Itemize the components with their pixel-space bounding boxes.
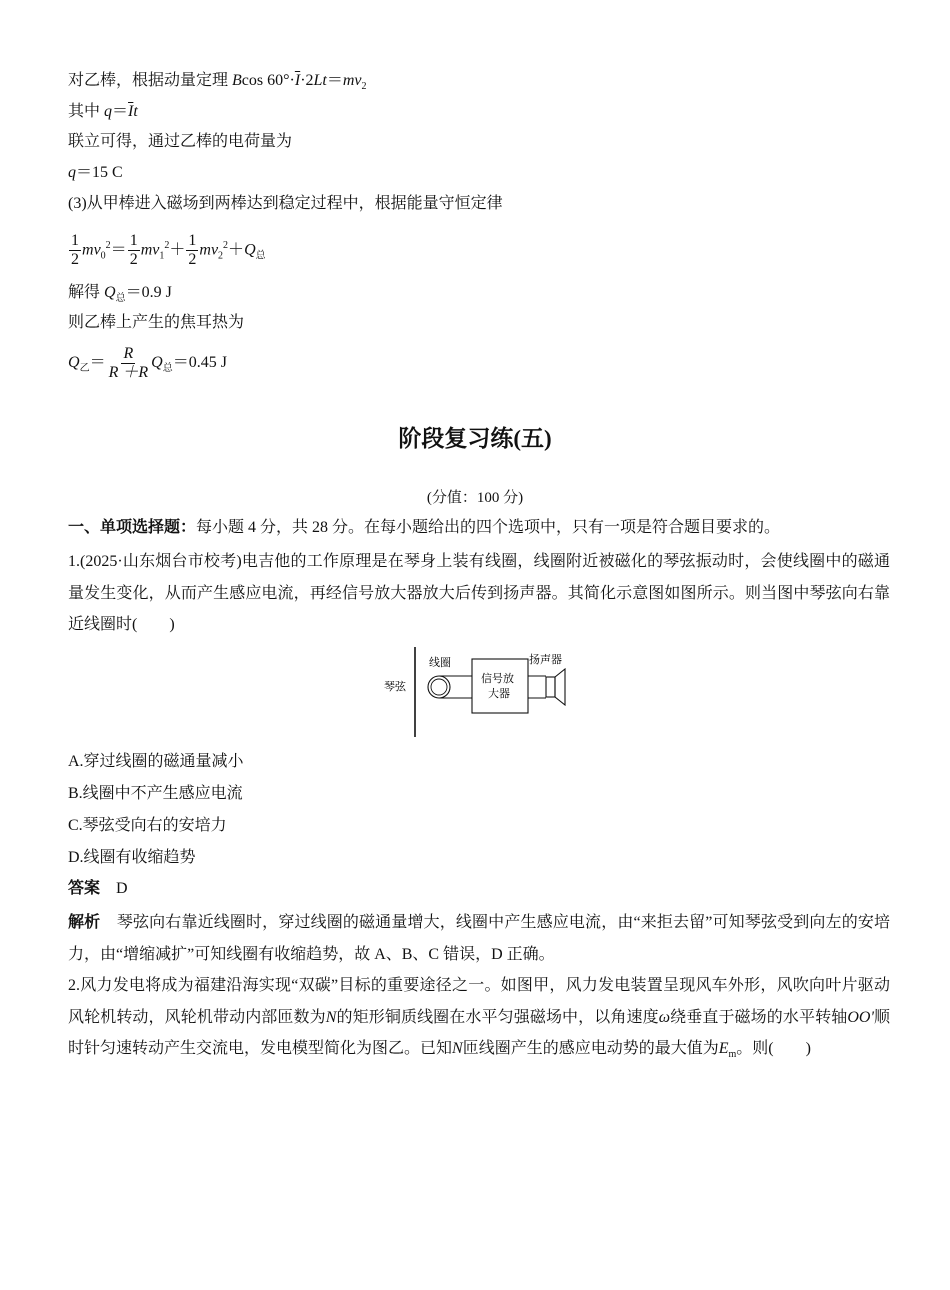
symbol-Q: Q [151,354,163,371]
part-description: 每小题 4 分，共 28 分。在每小题给出的四个选项中，只有一项是符合题目要求的。 [196,519,781,536]
symbol-t: t [133,103,138,120]
symbol-Lt: Lt [313,72,327,89]
text-span: 顺时针匀速转动产生交流电，发电模型简化为图乙。已知 [68,1008,890,1057]
part-label: 一、单项选择题： [68,519,197,536]
symbol-N: N [325,1008,337,1026]
fraction-half: $\frac{1}{2}$ [188,232,197,269]
total-heat-result [68,282,172,310]
question-1-stem: 1.(2025·山东烟台市校考)电吉他的工作原理是在琴身上装有线圈，线圈附近被磁化的琴弦振动时，会使线圈中的磁通量发生变化，从而产生感应电流，再经信号放大器放大后传到扬声器。其简化示意图如图所示。则当图中琴弦向右靠近线圈时( ) [68,553,890,633]
symbol-I-bar: $\overline{I}$ [294,72,301,89]
superscript: 2 [105,240,111,251]
symbol-mv: mv [342,72,362,89]
text-span: cos 60°· [241,72,295,89]
symbol-q: q [68,164,76,181]
text-span: ＝ [112,103,129,120]
answer-line [68,878,128,900]
label-coil: 线圈 [429,657,451,669]
subscript: 乙 [79,363,90,375]
text-span: 的矩形铜质线圈在水平匀强磁场中，以角速度 [336,1008,659,1026]
text-span: 2.风力发电将成为福建沿海实现“双碳”目标的重要途径之一。如图甲，风力发电装置呈现风车外形，风吹向叶片驱动风轮机转动，风轮机带动内部匝数为 [68,977,890,1026]
text-span: 其中 [68,103,105,120]
score-note: (分值：100 分) [426,490,524,506]
superscript: 2 [164,240,170,251]
plus-sign: ＋ [169,241,186,259]
subscript: 0 [100,250,106,262]
combine-line: 联立可得，通过乙棒的电荷量为 [68,133,293,150]
label-amplifier-2: 大器 [488,688,510,700]
symbol-Q: Q [244,241,256,259]
joule-heat-intro: 则乙棒上产生的焦耳热为 [68,314,245,331]
symbol-v: v [210,241,219,259]
text-span: 解得 [68,284,105,301]
equals-sign: ＝ [89,354,106,371]
charge-result-line [68,162,123,184]
fraction-half: $\frac{1}{2}$ [129,232,138,269]
label-speaker: 扬声器 [529,654,562,666]
subscript: 总 [115,293,126,305]
option-d: D.线圈有收缩趋势 [68,849,196,866]
question-2-stem [68,970,890,1071]
symbol-m: m [199,241,211,259]
answer-value: D [116,880,128,897]
subscript: 总 [255,250,266,262]
symbol-q: q [104,103,113,120]
momentum-line [68,70,367,98]
label-string: 琴弦 [384,681,406,693]
answer-label: 答案 [68,880,101,897]
text-span: 绕垂直于磁场的水平转轴 [670,1008,848,1026]
symbol-E: E [718,1040,729,1057]
option-b: B.线圈中不产生感应电流 [68,785,243,802]
speaker-icon [546,677,555,697]
speaker-cone-icon [555,669,565,705]
superscript: 2 [223,240,229,251]
part-heading [68,517,780,539]
symbol-N: N [452,1040,463,1057]
symbol-v: v [152,241,160,259]
subscript: 2 [361,81,367,93]
joule-heat-equation [68,343,227,389]
section-title: 阶段复习练(五) [398,426,552,451]
symbol-m: m [140,241,153,259]
option-a: A.穿过线圈的磁通量减小 [68,753,244,770]
symbol-OO: OO' [847,1008,874,1026]
text-span: ·2 [300,72,314,89]
text-span: ＝0.45 J [172,354,227,371]
symbol-omega: ω [658,1008,671,1026]
symbol-v: v [93,241,101,259]
symbol-Q: Q [104,284,116,301]
subscript: 总 [162,363,173,375]
guitar-pickup-diagram [378,645,578,740]
energy-equation [68,226,266,277]
text-span: ＝0.9 J [125,284,172,301]
energy-intro-line: (3)从甲棒进入磁场到两棒达到稳定过程中，根据能量守恒定律 [68,195,503,212]
equals-sign: ＝ [110,241,127,259]
option-c: C.琴弦受向右的安培力 [68,817,227,834]
fraction-half: $\frac{1}{2}$ [71,232,79,269]
fraction-R-ratio: $\frac{R}{R +R}$ [108,344,149,381]
subscript: 2 [218,250,224,262]
text-span: ＝ [326,72,343,89]
subscript: 1 [159,250,165,262]
symbol-B: B [232,72,242,89]
symbol-m: m [82,241,94,259]
symbol-Q: Q [68,354,80,371]
amplifier-box [472,659,528,713]
text-span: 对乙棒，根据动量定理 [68,72,233,89]
text-span: 匝线圈产生的感应电动势的最大值为 [462,1040,719,1057]
plus-sign: ＋ [228,241,245,259]
text-span: 。则( ) [736,1040,811,1057]
symbol-I-bar: $\overline{I}$ [128,103,134,120]
explanation-block [68,907,890,970]
charge-definition-line [68,101,138,123]
text-span: ＝15 C [76,164,123,181]
label-amplifier-1: 信号放 [481,673,514,685]
subscript: m [728,1049,737,1061]
coil-inner-icon [431,679,447,695]
explanation-text: 琴弦向右靠近线圈时，穿过线圈的磁通量增大，线圈中产生感应电流，由“来拒去留”可知琴弦受到向左的安培力，由“增缩减扩”可知线圈有收缩趋势，故 A、B、C 错误，D 正确。 [68,914,890,963]
explanation-label: 解析 [68,914,101,931]
